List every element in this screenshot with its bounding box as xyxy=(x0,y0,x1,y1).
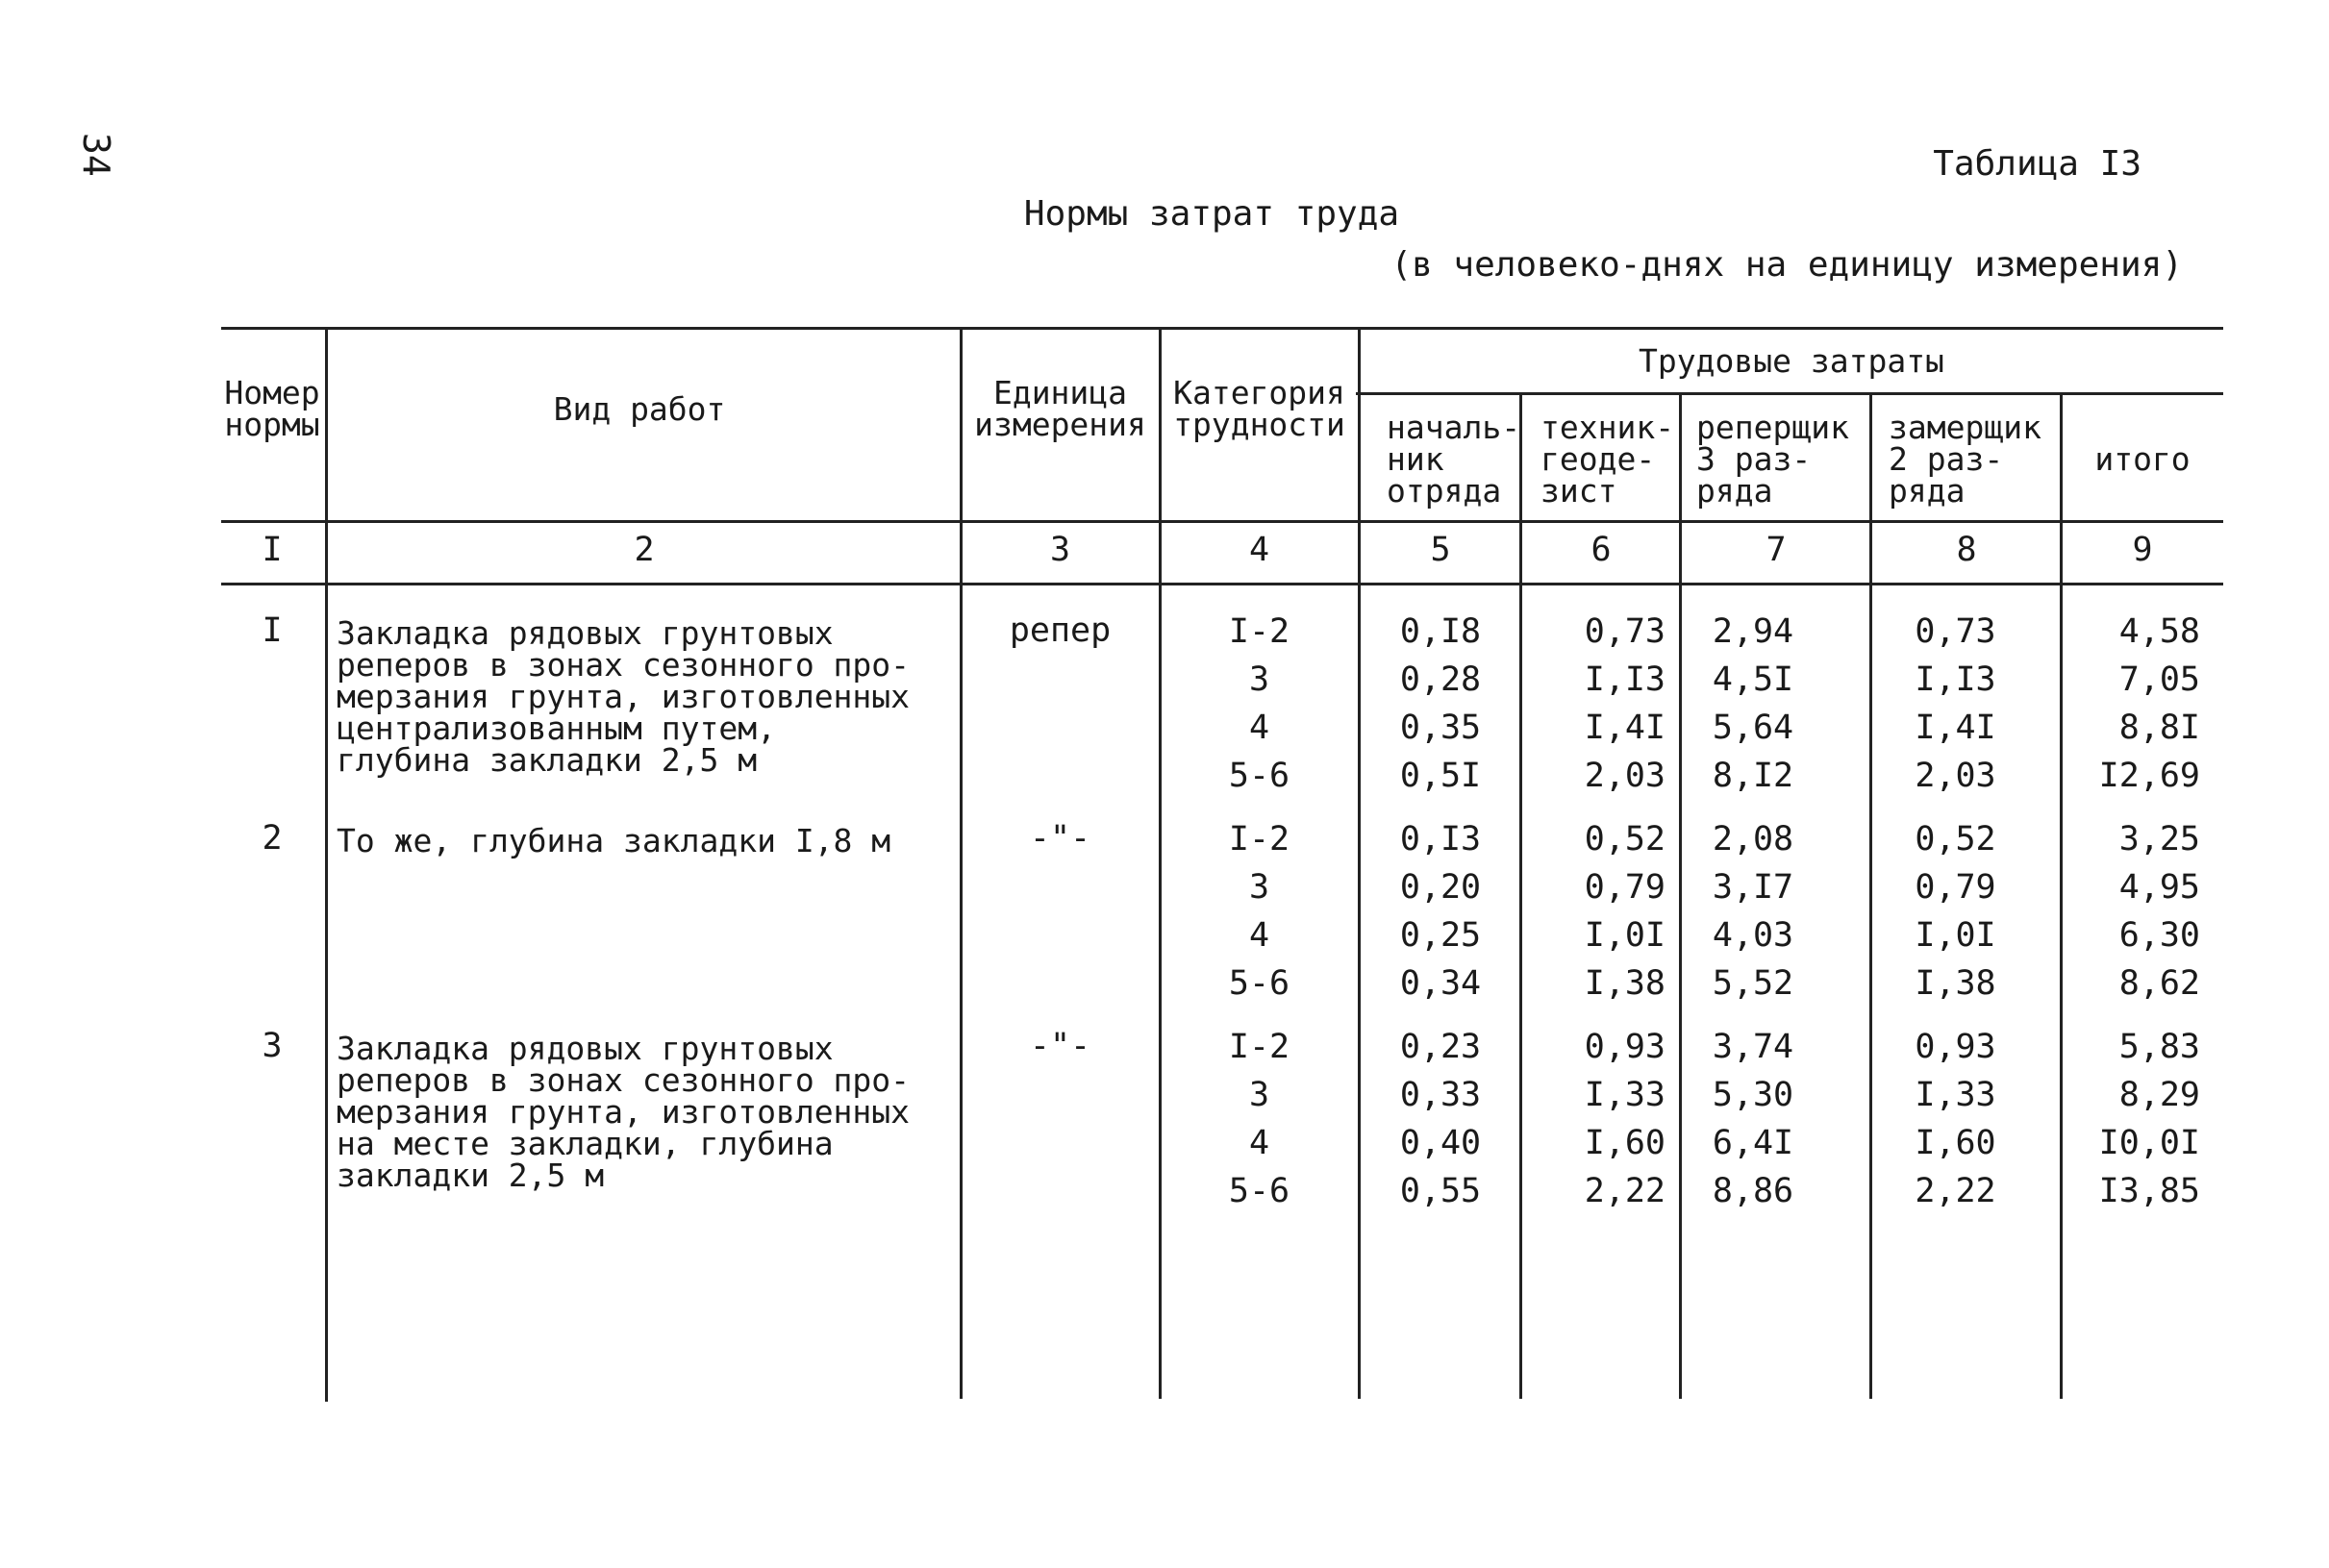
page-number: 34 xyxy=(75,133,117,177)
col-sep-1 xyxy=(325,327,328,1402)
colnum-9: 9 xyxy=(2132,531,2153,569)
colnum-2: 2 xyxy=(634,531,655,569)
benchmarker-values: 2,94 4,5I 5,64 8,I2 xyxy=(1712,612,1794,795)
category-values: I-2 3 4 5-6 xyxy=(1228,820,1290,1003)
unit-value: -"- xyxy=(1029,1027,1091,1065)
colnum-1: I xyxy=(262,531,283,569)
header-measurer: замерщик 2 раз- ряда xyxy=(1889,409,2041,510)
table-title: Нормы затрат труда xyxy=(1023,194,1400,234)
header-work-type: Вид работ xyxy=(553,390,726,428)
colnum-3: 3 xyxy=(1049,531,1071,569)
table-unit-note: (в человеко-днях на единицу измерения) xyxy=(1390,245,2183,285)
header-category: Категория трудности xyxy=(1173,374,1345,443)
category-values: I-2 3 4 5-6 xyxy=(1228,1028,1290,1210)
measurer-values: 0,73 I,I3 I,4I 2,03 xyxy=(1915,612,1996,795)
header-chief: началь- ник отряда xyxy=(1387,409,1521,510)
rule-labor-sub xyxy=(1356,392,2223,395)
norm-number: 2 xyxy=(262,819,283,858)
technician-values: 0,52 0,79 I,0I I,38 xyxy=(1584,820,1665,1003)
colnum-4: 4 xyxy=(1248,531,1270,569)
header-technician: техник- геоде- зист xyxy=(1540,409,1675,510)
norm-number: 3 xyxy=(262,1027,283,1065)
chief-values: 0,23 0,33 0,40 0,55 xyxy=(1399,1028,1482,1210)
header-norm-number: Номер нормы xyxy=(224,374,320,443)
measurer-values: 0,52 0,79 I,0I I,38 xyxy=(1915,820,1996,1003)
colnum-5: 5 xyxy=(1430,531,1451,569)
technician-values: 0,73 I,I3 I,4I 2,03 xyxy=(1584,612,1665,795)
rule-top xyxy=(221,327,2223,330)
col-sep-2 xyxy=(960,327,963,1399)
total-values: 5,83 8,29 I0,0I I3,85 xyxy=(2098,1028,2200,1210)
colnum-7: 7 xyxy=(1766,531,1787,569)
header-labor-costs: Трудовые затраты xyxy=(1639,342,1944,380)
technician-values: 0,93 I,33 I,60 2,22 xyxy=(1584,1028,1665,1210)
unit-value: репер xyxy=(1009,611,1112,650)
benchmarker-values: 3,74 5,30 6,4I 8,86 xyxy=(1712,1028,1794,1210)
category-values: I-2 3 4 5-6 xyxy=(1228,612,1290,795)
rule-header-bottom xyxy=(221,520,2223,523)
table-label: Таблица I3 xyxy=(1933,144,2141,184)
work-description: То же, глубина закладки I,8 м xyxy=(337,822,891,859)
norm-number: I xyxy=(262,611,283,650)
header-benchmarker: реперщик 3 раз- ряда xyxy=(1696,409,1849,510)
rule-numbers-bottom xyxy=(221,583,2223,585)
chief-values: 0,I3 0,20 0,25 0,34 xyxy=(1399,820,1482,1003)
unit-value: -"- xyxy=(1029,819,1091,858)
total-values: 4,58 7,05 8,8I I2,69 xyxy=(2098,612,2200,795)
benchmarker-values: 2,08 3,I7 4,03 5,52 xyxy=(1712,820,1794,1003)
work-description: Закладка рядовых грунтовых реперов в зонах сезонного про- мерзания грунта, изготовленных на месте закладки, глубина закладки 2,5 м xyxy=(337,1030,911,1194)
colnum-6: 6 xyxy=(1590,531,1612,569)
work-description: Закладка рядовых грунтовых реперов в зонах сезонного про- мерзания грунта, изготовленных централизованным путем, глубина закладки 2,5 м xyxy=(337,614,911,779)
header-total: итого xyxy=(2094,440,2191,478)
colnum-8: 8 xyxy=(1956,531,1977,569)
chief-values: 0,I8 0,28 0,35 0,5I xyxy=(1399,612,1482,795)
total-values: 3,25 4,95 6,30 8,62 xyxy=(2118,820,2200,1003)
header-unit: Единица измерения xyxy=(974,374,1146,443)
measurer-values: 0,93 I,33 I,60 2,22 xyxy=(1915,1028,1996,1210)
